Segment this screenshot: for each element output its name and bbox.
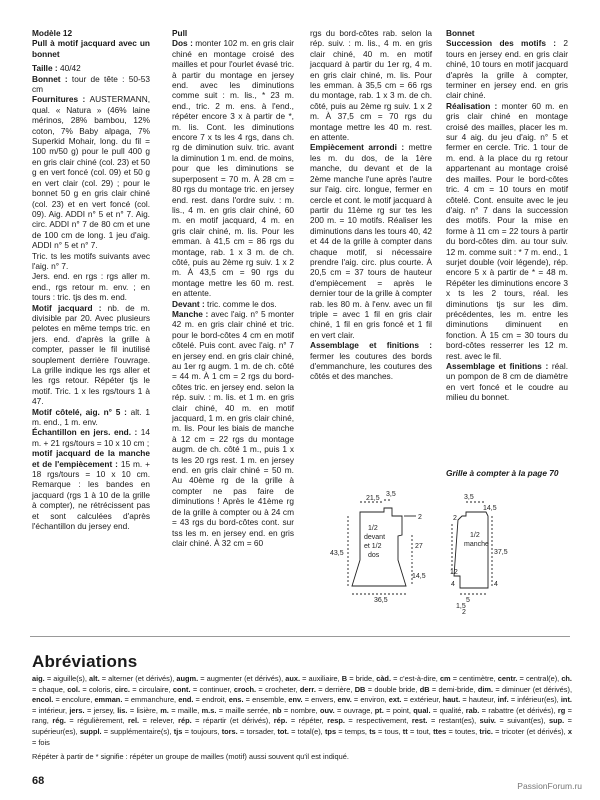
abbreviation-key: env. [337, 695, 352, 705]
abbreviation-value: = double bride, [365, 684, 420, 694]
paragraph-text: 2 tours en jersey end. en gris clair chiné, 10 tours en motif jacquard d'après la grille à compter, terminer en jersey end. en gris clair chiné. [446, 38, 568, 101]
dim-sleeve-top-left: 3,5 [464, 494, 474, 501]
paragraph-text: rgs du bord-côtes rab. selon la rép. suiv. : m. lis., 4 m. en gris clair chiné, 40 m. en motif jacquard à partir du 1er rg, 4 m. en gris clair chiné, m. lis. Pour les emman. à 35,5 cm = 66 rgs du montage, rab. 1 x 3 m. de ch. côté, puis au 2ème rg suiv. 1 x 2 m. À 37,5 cm = 70 rgs du montage mettre les 40 m. rest. en attente. [310, 28, 432, 143]
abbreviation-key: ext. [388, 695, 402, 705]
dim-body-base: 36,5 [374, 597, 388, 604]
dim-sleeve-top-right: 14,5 [483, 505, 497, 512]
abbreviation-key: circ. [114, 684, 130, 694]
abbreviation-value: = intérieur, [32, 705, 70, 715]
body-label-4: dos [368, 552, 380, 559]
abbreviation-value: = régulièrement, [65, 716, 128, 726]
paragraph-text: réal. un pompon de 8 cm de diamètre en vert foncé et le coudre au milieu du bonnet. [446, 361, 568, 403]
paragraph [32, 303, 150, 407]
abbreviation-value: = central(e), [517, 674, 562, 683]
abbreviation-key: tric. [479, 726, 493, 736]
abbreviation-key: m.s. [201, 705, 217, 715]
abbreviation-value: = total(e), [288, 726, 325, 736]
paragraph-text: Pull à motif jacquard avec un bonnet [32, 38, 150, 59]
paragraph-heading: Échantillon en jers. end. : [32, 427, 141, 438]
abbreviation-key: dB [419, 684, 430, 694]
dim-sleeve-width: 5 [466, 597, 470, 604]
abbreviation-key: rest. [411, 716, 428, 726]
paragraph [32, 271, 150, 302]
abbreviation-key: tot. [277, 726, 289, 736]
abbreviation-key: resp. [327, 716, 345, 726]
abbreviation-key: sup. [548, 716, 565, 726]
paragraph-text: 15 m. + 18 rgs/tours = 10 x 10 cm. Remarque : les bandes en jacquard (rgs 1 à 10 de la grille à compter), ne rétrécissent pas et sont calculées d'après l'échantillon du jersey end. [32, 458, 150, 532]
section-divider [30, 636, 570, 637]
paragraph [32, 94, 150, 250]
paragraph-text: alt. 1 m. end., 1 m. env. [32, 406, 150, 428]
abbreviation-value: = circulaire, [129, 684, 173, 694]
dim-sleeve-base-a: 1,5 [456, 603, 466, 610]
abbreviation-key: col. [67, 684, 81, 694]
abbreviation-key: nb [272, 705, 282, 715]
abbreviation-key: alt. [88, 674, 100, 683]
abbreviation-value: = suivant(es), [495, 716, 549, 726]
abbreviation-value: = augmenter (et dérivés), [198, 674, 286, 683]
abbreviation-key: suiv. [479, 716, 496, 726]
abbreviation-key: tjs [173, 726, 183, 736]
dim-sleeve-cap: 2 [453, 515, 457, 522]
abbreviation-value: = bride, [347, 674, 377, 683]
sleeve-piece [452, 502, 492, 594]
abbreviation-value: = toujours, [182, 726, 222, 736]
abbreviation-key: càd. [376, 674, 391, 683]
paragraph [172, 299, 294, 309]
paragraph-text: 14 m. + 21 rgs/tours = 10 x 10 cm ; [32, 427, 150, 448]
paragraph [172, 28, 294, 38]
abbreviation-key: rép. [178, 716, 192, 726]
paragraph [172, 309, 294, 548]
abbreviation-value: = crocheter, [256, 684, 300, 694]
paragraph [310, 142, 432, 340]
abbreviation-value: = lisière, [127, 705, 161, 715]
dim-body-neck: 2 [418, 514, 422, 521]
abbreviation-value: = continuer, [190, 684, 234, 694]
abbreviation-key: B [341, 674, 348, 683]
paragraph [32, 427, 150, 448]
abbreviation-value: = point, [383, 705, 414, 715]
abbreviation-key: augm. [176, 674, 199, 683]
paragraph-heading: Fournitures : [32, 94, 90, 105]
abbreviation-key: ch. [561, 674, 572, 683]
paragraph-heading: Empiècement arrondi : [310, 142, 409, 153]
paragraph-heading: Motif jacquard : [32, 302, 108, 313]
paragraph-heading: Réalisation : [446, 100, 502, 111]
abbreviation-key: emman. [94, 695, 123, 705]
paragraph-text: avec l'aig. n° 5 monter 42 m. en gris clair chiné et tric. pour le bord-côtes 4 cm en motif côtelé. Puis cont. avec l'aig. n° 7 en jersey end. en gris clair chiné, au 1er rg augm. 1 m. de ch. côté = 44 m. À 1 cm = 2 rgs du bord-côtes tric. en jersey end. selon la rép. suiv. : m. lis. et 1 m. en gris clair chiné, 40 m. en motif jacquard, 1 m. en gris clair chiné, m. lis. Pour les biais de manche à 12 cm = 22 rgs du montage augm. de ch. côté 1 m., puis 1 x ts les 20 rgs rest. 1 m. en jersey end. en gris clair chiné = 50 m. Au 40ème rg de la grille à compter ne pas faire de diminutions ! Après le 41ème rg de la grille à compter ou à 24 cm = 43 rgs du bord-côtes cont. sur tss les m. en jersey end. en gris clair chiné. À 32 cm = 60 [172, 308, 295, 548]
dim-body-hem: 14,5 [412, 573, 426, 580]
abbreviation-value: = jersey, [84, 705, 118, 715]
abbreviations-list [32, 674, 572, 748]
sleeve-label-1: 1/2 [470, 532, 480, 539]
paragraph-text: AUSTERMANN, qual. « Natura » (46% laine mérinos, 28% bambou, 12% coton, 7% Baby alpaga, 7% Superkid Mohair, long. du fil = 100 m/50 g) pour le pull 400 g en gris clair chiné (col. 23) et 50 g en vert foncé (col. 09) et 50 g en vert clair (col. 29) ; pour le bonnet 50 g en gris clair chiné (col. 23) et en vert foncé (col. 09). Aig. ADDI n° 5 et n° 7. Aig. circ. ADDI n° 7 de 80 cm et une de 100 cm de long. 1 jeu d'aig. ADDI n° 5 et n° 7. [32, 94, 150, 251]
abbreviation-key: qual. [413, 705, 431, 715]
dim-body-height: 27 [415, 543, 423, 550]
repeat-note: Répéter à partir de * signifie : répéter un groupe de mailles (motif) aussi souvent qu'il est indiqué. [32, 752, 349, 761]
paragraph [446, 38, 568, 100]
paragraph-heading: Assemblage et finitions : [310, 340, 432, 351]
column-4 [446, 28, 568, 403]
abbreviation-key: env. [288, 695, 303, 705]
paragraph-heading: Manche : [172, 308, 211, 319]
paragraph-text: tric. comme le dos. [207, 298, 277, 309]
body-label-2: devant [364, 534, 386, 541]
dim-sleeve-base-b: 2 [462, 609, 466, 615]
abbreviation-key: tps [324, 726, 337, 736]
body-label-3: et 1/2 [364, 543, 382, 550]
paragraph [172, 38, 294, 298]
abbreviation-key: centr. [497, 674, 518, 683]
paragraph-text: tour de tête : 50-53 cm [32, 73, 150, 95]
dim-body-top-left: 21,5 [366, 495, 380, 502]
abbreviation-key: rég. [52, 716, 66, 726]
paragraph-heading: Dos : [172, 38, 196, 49]
abbreviation-key: jers. [69, 705, 85, 715]
dim-sleeve-right-low: 4 [494, 581, 498, 588]
body-piece [348, 500, 416, 594]
abbreviation-key: rel. [127, 716, 140, 726]
abbreviation-key: lis. [117, 705, 128, 715]
paragraph [310, 340, 432, 382]
paragraph [446, 28, 568, 38]
abbreviation-key: aig. [32, 674, 45, 683]
abbreviation-key: DB [354, 684, 366, 694]
paragraph-text: monter 102 m. en gris clair chiné en montage croisé des mailles et pour l'ourlet évasé tric. à partir du montage en jersey end. avec les diminutions comme suit : m. lis., * 23 m. end., tric. 2 m. ens. à l'end., répéter encore 3 x à partir de *, m. lis. Cont. les diminutions encore 7 x ts les 4 rgs, dans ch. rg de diminution suiv. tric. avant la diminution 1 m. end. de moins, pour que les diminutions se superposent = 70 m. À 28 cm = 80 rgs du montage tric. en jersey end. rest. dans l'ordre suiv. : m. lis., 4 m. en gris clair chiné, 60 m. en motif jacquard, 4 m. en gris clair chiné, m. lis. Pour les emman. à 41,5 cm = 86 rgs du montage, rab. 1 x 3 m. de ch. côté, puis au 2ème rg suiv. 1 x 2 m. À 43,5 cm = 90 rgs du montage mettre les 60 m. rest. en attente. [172, 38, 294, 299]
paragraph-text: Pull [172, 28, 188, 38]
abbreviation-key: int. [560, 695, 572, 705]
abbreviation-key: cont. [172, 684, 191, 694]
abbreviation-value: = relever, [139, 716, 179, 726]
abbreviation-value: = extérieur, [401, 695, 443, 705]
abbreviation-key: rép. [273, 716, 288, 726]
abbreviation-key: dim. [477, 684, 494, 694]
dim-sleeve-height: 37,5 [494, 549, 508, 556]
abbreviation-value: = torsader, [237, 726, 278, 736]
paragraph-heading: Devant : [172, 298, 208, 309]
paragraph-text: mettre les m. du dos, de la 1ère manche, du devant et de la 2ème manche l'une après l'autre sur l'aig. circ. longue, fermer en cercle et cont. le motif jacquard à partir du 11ème rg sur tes les 200 m. = 10 motifs. Réaliser les diminutions dans les tours 40, 42 et 44 de la grille à compter dans chaque motif, si nécessaire prendre l'aig. circ. plus courte. À 20,5 cm = 37 tours de hauteur d'empiècement = après le dernier tour de la grille à compter rab. les 80 m. à l'env. avec un fil triple = avec 1 fil en gris clair chiné, 1 fil en gris foncé et 1 fil en vert clair. [310, 142, 432, 340]
abbreviation-value: = chaque, [32, 684, 68, 694]
abbreviation-key: derr. [299, 684, 316, 694]
abbreviation-key: end. [178, 695, 194, 705]
abbreviation-value: = auxiliaire, [300, 674, 342, 683]
paragraph [32, 251, 150, 272]
paragraph-text: Modèle 12 [32, 28, 73, 38]
watermark: PassionForum.ru [517, 781, 582, 791]
abbreviation-value: = envers, [302, 695, 338, 705]
abbreviation-value: = temps, [336, 726, 370, 736]
paragraph-heading: Bonnet : [32, 73, 72, 84]
abbreviation-value: = emmanchure, [122, 695, 179, 705]
abbreviation-key: inf. [497, 695, 509, 705]
abbreviation-value: = répartir (et dérivés), [191, 716, 274, 726]
paragraph [32, 74, 150, 95]
paragraph [32, 448, 150, 531]
paragraph [310, 28, 432, 142]
abbreviation-value: = c'est-à-dire, [391, 674, 440, 683]
abbreviation-key: ts [369, 726, 376, 736]
abbreviation-value: = supérieur(es), [32, 716, 572, 736]
abbreviation-key: ttes [433, 726, 447, 736]
abbreviation-value: = ensemble, [243, 695, 289, 705]
abbreviation-value: = tricoter (et dérivés), [492, 726, 568, 736]
abbreviation-value: = toutes, [446, 726, 480, 736]
page-number: 68 [32, 775, 45, 787]
paragraph [32, 407, 150, 428]
paragraph-heading: Assemblage et finitions : [446, 361, 552, 371]
paragraph-heading: Taille : [32, 63, 60, 74]
dim-sleeve-left-low: 4 [451, 581, 455, 588]
abbreviation-value: = restant(es), [427, 716, 480, 726]
abbreviation-key: aux. [285, 674, 301, 683]
paragraph [32, 28, 150, 38]
dim-sleeve-cuff: 12 [450, 569, 458, 576]
paragraph-heading: Motif côtelé, aig. n° 5 : [32, 406, 131, 417]
abbreviation-value: = ouvrage, [334, 705, 375, 715]
abbreviation-key: pt. [374, 705, 384, 715]
abbreviation-key: encol. [32, 695, 54, 705]
body-label-1: 1/2 [368, 525, 378, 532]
abbreviation-value: = qualité, [430, 705, 466, 715]
abbreviation-key: tt [402, 726, 408, 736]
paragraph [446, 101, 568, 361]
abbreviation-key: ens. [228, 695, 244, 705]
abbreviation-value: = hauteur, [460, 695, 498, 705]
abbreviation-value: = diminuer (et dérivés), [493, 684, 572, 694]
abbreviation-key: x [567, 726, 573, 736]
dim-body-left-height: 43,5 [330, 550, 344, 557]
abbreviation-value: = coloris, [80, 684, 115, 694]
abbreviation-key: haut. [442, 695, 461, 705]
paragraph [32, 38, 150, 59]
abbreviation-value: = encolure, [53, 695, 95, 705]
abbreviation-value: = rabattre (et dérivés), [479, 705, 558, 715]
paragraph-text: Bonnet [446, 28, 475, 38]
paragraph-text: 40/42 [59, 63, 81, 74]
paragraph-text: nb. de m. divisible par 20. Avec plusieurs pelotes en même temps tric. en jers. end. d'après la grille à compter, passer le fil inutilisé souplement derrière l'ouvrage. La grille indique les rgs aller et les rgs retour. Répéter tjs le motif. Tric. 1 x les rgs/tours 1 à 47. [32, 302, 150, 407]
dim-body-shoulder: 3,5 [386, 491, 396, 498]
paragraph-text: monter 60 m. en gris clair chiné en montage croisé des mailles, placer les m. sur 4 aig. du jeu d'aig. n° 5 et fermer en cercle. Tric. 1 tour de m. end. à la place du rg retour appartenant au montage croisé des mailles. Pour le bord-côtes tric. 4 cm = 10 tours en motif côtelé. Cont. ensuite avec le jeu d'aig. n° 7 dans la succession des motifs. Pour la mise en forme à 11 cm = 22 tours à partir du bord-côtes dim. au tour suiv. 12 m. comme suit : * 7 m. end., 1 surjet double (voir légende), rép. encore 5 x à partir de * = 48 m. Répéter les diminutions encore 3 x ts les 2 tours, réal. les diminutions tjs sur les dim. précédentes, les m. entre les diminutions diminuent en fonction. À 15 cm = 30 tours du bord-côtes resserrer les 12 m. rest. avec le fil. [446, 100, 568, 361]
abbreviation-value: = supplémentaire(s), [101, 726, 174, 736]
column-1 [32, 28, 150, 532]
abbreviation-key: rg [557, 705, 566, 715]
column-3 [310, 28, 432, 382]
abbreviation-value: = nombre, [281, 705, 320, 715]
abbreviation-value: = demi-bride, [429, 684, 478, 694]
abbreviation-value: = respectivement, [344, 716, 412, 726]
paragraph-heading: motif jacquard de la manche et de l'empiècement : [32, 448, 150, 469]
abbreviation-key: tors. [221, 726, 238, 736]
abbreviation-value: = inférieur(es), [508, 695, 561, 705]
abbreviation-key: suppl. [79, 726, 102, 736]
sleeve-label-2: manche [464, 541, 489, 548]
paragraph-text: fermer les coutures des bords d'emmanchure, les coutures des côtés et des manches. [310, 350, 432, 382]
abbreviation-value: = centimètre, [450, 674, 498, 683]
abbreviation-value: = tous, [375, 726, 403, 736]
abbreviation-value: = rang, [32, 705, 572, 726]
abbreviation-value: = derrière, [315, 684, 355, 694]
paragraph-heading: Succession des motifs : [446, 38, 564, 49]
chart-caption: Grille à compter à la page 70 [446, 468, 559, 478]
abbreviations-title: Abréviations [32, 652, 138, 671]
paragraph [32, 63, 150, 73]
schematic-diagram [330, 490, 530, 615]
abbreviation-value: = endroit, [193, 695, 229, 705]
abbreviation-value: = répéter, [287, 716, 328, 726]
abbreviation-key: m. [160, 705, 169, 715]
abbreviation-key: croch. [233, 684, 257, 694]
abbreviation-value: = aiguille(s), [44, 674, 89, 683]
abbreviation-value: = environ, [351, 695, 389, 705]
abbreviation-key: rab. [465, 705, 480, 715]
abbreviation-value: = fois [32, 737, 50, 747]
abbreviation-value: = tout, [407, 726, 434, 736]
abbreviation-value: = maille, [168, 705, 202, 715]
abbreviation-value: = maille serrée, [216, 705, 273, 715]
abbreviation-value: = alterner (et dérivés), [99, 674, 177, 683]
column-2 [172, 28, 294, 548]
paragraph-text: Jers. end. en rgs : rgs aller m. end., rgs retour m. env. ; en tours : tric. tjs des m. end. [32, 271, 150, 303]
paragraph [446, 361, 568, 403]
abbreviation-key: cm [439, 674, 451, 683]
paragraph-text: Tric. ts les motifs suivants avec l'aig. n° 7. [32, 250, 150, 271]
abbreviation-key: ouv. [319, 705, 335, 715]
